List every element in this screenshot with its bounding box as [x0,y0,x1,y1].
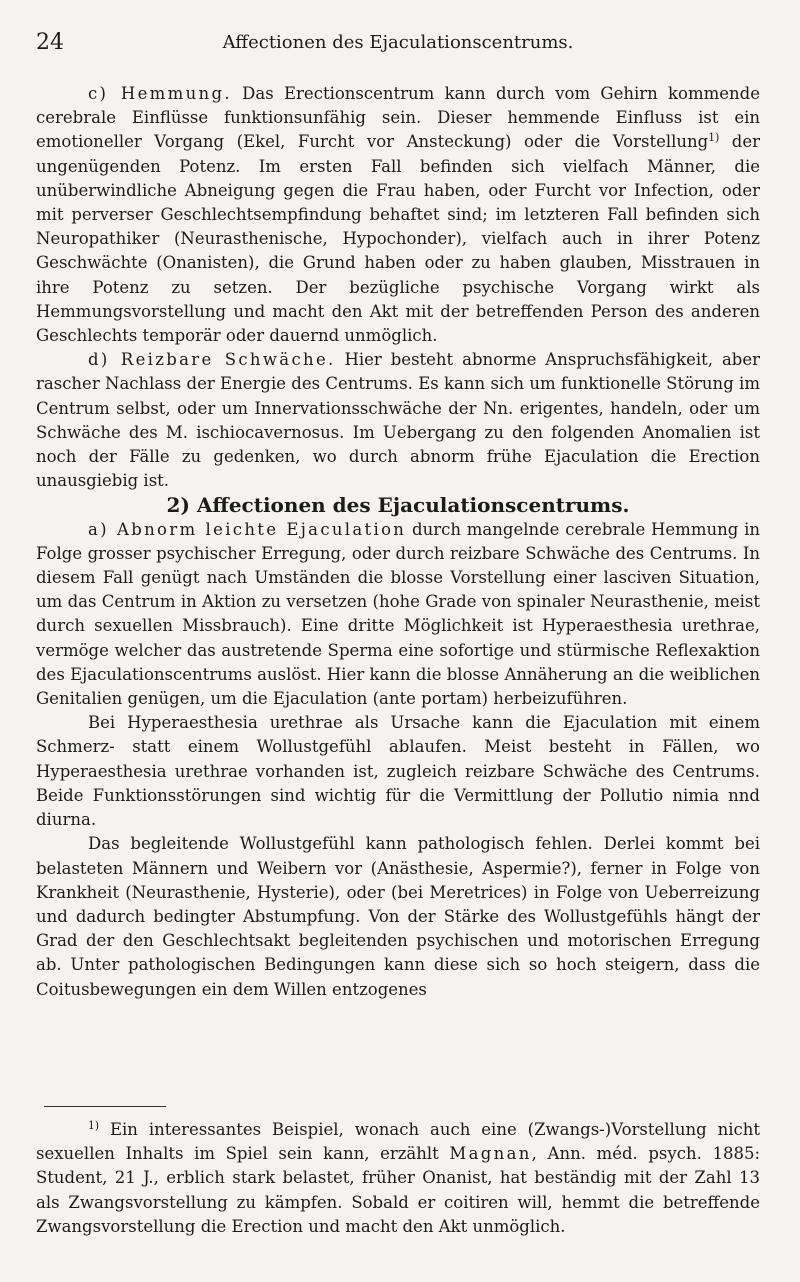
paragraph-reizbare-schwaeche [36,348,760,493]
paragraph-wollustgefuehl: Das begleitende Wollustgefühl kann pathologisch fehlen. Derlei kommt bei belasteten Männern und Weibern vor (Anästhesie, Aspermie?), ferner in Folge von Krankheit (Neurasthenie, Hysterie), oder (bei Meretrices) in Folge von Ueberreizung und dadurch bedingter Abstumpfung. Von der Stärke des Wollustgefühls hängt der Grad der den Geschlechtsakt begleitenden psychischen und motorischen Erregung ab. Unter pathologischen Bedingungen kann diese sich so hoch steigern, dass die Coitusbewegungen ein dem Willen entzogenes [36,834,760,999]
footnote-marker: 1) [88,1119,100,1133]
page-header [36,30,760,60]
paragraph-text: der ungenügenden Potenz. Im ersten Fall befinden sich vielfach Männer, die unüberwindliche Abneigung gegen die Frau haben, oder Furcht vor Infection, oder mit perverser Geschlechtsempfindung behaftet sind; im letzteren Fall befinden sich Neuropathiker (Neurasthenische, Hypochonder), vielfach auch in ihrer Potenz Geschwächte (Onanisten), die Grund haben oder zu haben glauben, Misstrauen in ihre Potenz zu setzen. Der bezügliche psychische Vorgang wirkt als Hemmungsvorstellung und macht den Akt mit der betreffenden Person des anderen Geschlechts temporär oder dauernd unmöglich. [36,132,761,346]
running-head: Affectionen des Ejaculationscentrums. [222,32,574,53]
body-text [36,82,760,1002]
section-title: 2) Affectionen des Ejaculationscentrums. [166,493,630,518]
footnote [36,1118,760,1239]
footnote-text: Ein interessantes Beispiel, wonach auch eine (Zwangs-)Vorstellung nicht sexuellen Inhalts im Spiel sein kann, erzählt [36,1120,760,1164]
paragraph-label: a) Abnorm leichte Ejaculation [88,519,407,539]
paragraph-abnorm-leichte-ejaculation [36,518,760,712]
paragraph-hyperaesthesia: Bei Hyperaesthesia urethrae als Ursache kann die Ejaculation mit einem Schmerz- statt einem Wollustgefühl ablaufen. Meist besteht in Fällen, wo Hyperaesthesia urethrae vorhanden ist, zugleich reizbare Schwäche des Centrums. Beide Funktionsstörungen sind wichtig für die Vermittlung der Pollutio nimia nnd diurna. [36,713,760,830]
paragraph-text: durch mangelnde cerebrale Hemmung in Folge grosser psychischer Erregung, oder durch reizbare Schwäche des Centrums. In diesem Fall genügt nach Umständen die blosse Vorstellung einer lasciven Situation, um das Centrum in Aktion zu versetzen (hohe Grade von spinaler Neurasthenie, meist durch sexuellen Missbrauch). Eine dritte Möglichkeit ist Hyperaesthesia urethrae, vermöge welcher das austretende Sperma eine sofortige und stürmische Reflexaktion des Ejaculationscentrums auslöst. Hier kann die blosse Annäherung an die weiblichen Genitalien genügen, um die Ejaculation (ante portam) herbeizuführen. [36,519,760,709]
paragraph-hemmung [36,82,760,348]
footnote-text: , Ann. méd. psych. 1885: Student, 21 J., erblich stark belastet, früher Onanist, hat beständig mit der Zahl 13 als Zwangsvorstellung zu kämpfen. Sobald er coitiren will, hemmt die betreffende Zwangsvorstellung die Erection und macht den Akt unmöglich. [36,1144,760,1236]
footnote-author: Magnan [449,1144,532,1164]
footnote-marker: 1) [708,131,720,145]
paragraph-label: d) Reizbare Schwäche. [88,350,336,370]
paragraph-text: Hier besteht abnorme Anspruchsfähigkeit, aber rascher Nachlass der Energie des Centrums. Es kann sich um funktionelle Störung im Centrum selbst, oder um Innervationsschwäche der Nn. erigentes, handeln, oder um Schwäche des M. ischiocavernosus. Im Uebergang zu den folgenden Anomalien ist noch der Fälle zu gedenken, wo durch abnorm frühe Ejaculation die Erection unausgiebig ist. [36,350,761,491]
footnote-divider [44,1106,166,1107]
paragraph-label: c) Hemmung. [88,84,232,103]
page-number: 24 [36,30,64,55]
footnote-paragraph [36,1118,760,1239]
paragraph-text: Das Erectionscentrum kann durch vom Gehirn kommende cerebrale Einflüsse funktionsunfähig sein. Dieser hemmende Einfluss ist ein emotioneller Vorgang (Ekel, Furcht vor Ansteckung) oder die Vorstellung [36,84,760,152]
